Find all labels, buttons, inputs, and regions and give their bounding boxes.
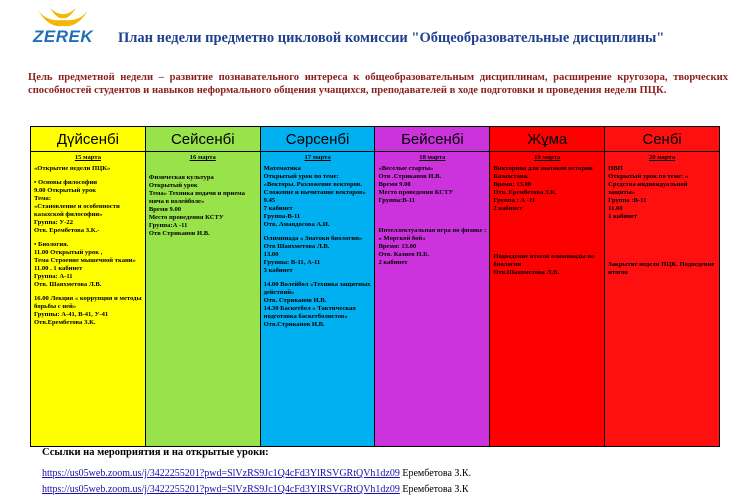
event-block: «Веселые старты» Отв .Стриканов И.В. Время 9.00 Место проведения КСТУ Группа:В-11 [378, 165, 454, 204]
event-block: Интеллектуальная игра по физике : « Морской бой» Время: 13.00 Отв. Казиев Н.Б. 2 кабинет [378, 227, 487, 266]
event-block: Олимпиада « Знатоки биологии» Отв Шаяхметова Л.В. 13.00 Группы: В-11, А-11 3 кабинет [263, 235, 363, 274]
week-plan-table [30, 126, 720, 447]
event-block: «Открытие недели ПЦК» [34, 165, 111, 172]
day-header-saturday: Сенбі [605, 127, 720, 152]
days-content-row [31, 152, 720, 447]
links-title: Ссылки на мероприятия и на открытые уроки: [42, 447, 269, 458]
day-cell-saturday [605, 152, 719, 446]
event-block: 14.00 Волейбол «Техника защитных действий» Отв. Стриканов И.В. 14.30 Баскетбол « Тактическая подготовка баскетболистов» Отв.Стриканов И.В. [263, 281, 371, 328]
logo-text: ZEREK [33, 27, 94, 46]
event-block: • Биология. 11.00 Открытый урок , Тема Строение мышечной ткани» 11.00 . 1 кабинет Группа: А-11 Отв. Шаяхметова Л.В. [34, 241, 136, 288]
goal-text: Цель предметной недели – развитие познавательного интереса к общеобразовательным дисциплинам, расширение кругозора, творческих способностей студентов и навыков неформального общения учащихся, преподавателей в ходе подготовки и проведения недели ПЦК. [28, 72, 728, 96]
day-header-thursday: Бейсенбі [375, 127, 490, 152]
page-title: План недели предметно цикловой комиссии "Общеобразовательные дисциплины" [118, 30, 665, 46]
day-cell-tuesday [146, 152, 260, 446]
link-row [42, 468, 471, 479]
day-header-wednesday: Сәрсенбі [260, 127, 375, 152]
day-header-friday: Жұма [490, 127, 605, 152]
event-block: Подведение итогов олимпиады по биологии Отв.Шаяхметова Л.В. [493, 253, 595, 276]
event-block: Викторина для знатоков истории Казахстана. Время: 13.00 Отв. Ерембетова З.К. Группа : А -11 2 кабинет [493, 165, 593, 212]
zoom-link[interactable]: https://us05web.zoom.us/j/3422255201?pwd=SlVzRS9Jc1Q4cFd3YlRSVGRtQVh1dz09 [42, 468, 400, 479]
date-label: 18 марта [419, 154, 446, 161]
date-label: 19 марта [534, 154, 561, 161]
event-block: • Основы философии 9.00 Открытый урок Тема: «Становление и особенности казахской философии» Группа: У-22 Отв. Ерембетова З.К.- [34, 179, 120, 234]
day-cell-friday [490, 152, 604, 446]
day-cell-thursday [375, 152, 489, 446]
zoom-link[interactable]: https://us05web.zoom.us/j/3422255201?pwd=SlVzRS9Jc1Q4cFd3YlRSVGRtQVh1dz09 [42, 484, 400, 495]
day-header-tuesday: Сейсенбі [145, 127, 260, 152]
date-label: 20 марта [648, 154, 676, 161]
days-header-row [31, 127, 720, 152]
day-cell-wednesday [261, 152, 375, 446]
day-cell-monday [31, 152, 145, 446]
event-block: Математика Открытый урок по теме: «Векторы. Разложение векторов. Сложение и вычитание векторов» 9.45 7 кабинет Группа-В-11 Отв. Амандосова А.И. [263, 165, 366, 228]
event-block: Физическая культура Открытый урок Тема» Техника подачи и приема мяча в волейболе» Время 9.00 Место проведения КСТУ Группа:А -11 Отв Стриканов И.В. [148, 174, 245, 237]
date-label: 17 марта [304, 154, 331, 161]
link-row [42, 484, 469, 495]
event-block: НВП Открытый урок по теме: « Средства индивидуальной защиты» Группа :В-11 11.00 1 кабинет [608, 165, 689, 220]
event-block: Закрытие недели ПЦК. Подведение итогов [608, 261, 715, 276]
date-label: 15 марта [74, 154, 101, 161]
link-owner: Ерембетова З.К. [402, 468, 472, 479]
event-block: 16.00 Лекция « коррупция и методы борьбы с ней» Группы: А-41, В-41, У-41 Отв.Ерембетова З.К. [34, 295, 142, 326]
day-header-monday: Дүйсенбі [31, 127, 146, 152]
link-owner: Ерембетова З.К [402, 484, 469, 495]
date-label: 16 марта [189, 154, 216, 161]
